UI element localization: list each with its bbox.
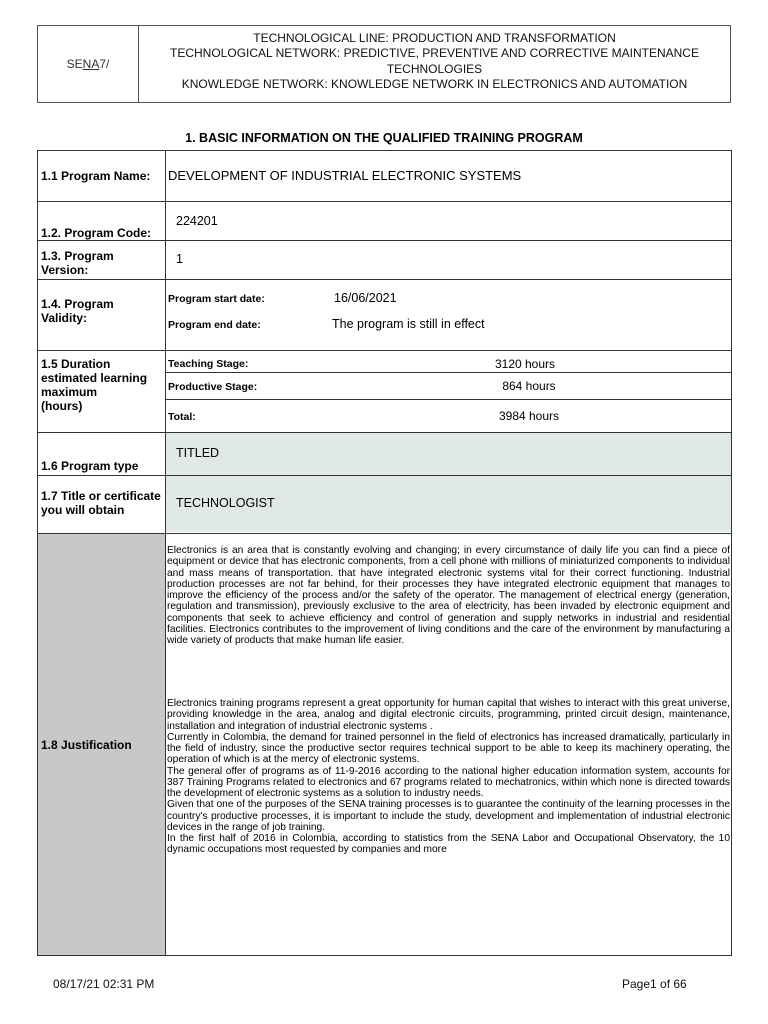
title-obtained-label-line-2: you will obtain [41,503,125,517]
header-line-technological-line: TECHNOLOGICAL LINE: PRODUCTION AND TRANSFORMATION [253,31,616,45]
table-column-divider [165,150,166,956]
program-version-label-line-1: 1.3. Program [41,249,114,263]
row-divider [37,279,732,280]
total-value: 3984 hours [498,409,560,423]
subrow-divider [165,372,732,373]
total-label: Total: [168,411,196,423]
row-divider [37,201,732,202]
justification-paragraph-2-text: Electronics training programs represent a great opportunity for human capital that wishes to interact with this great universe, providing knowledge in the area, analog and digital electronic circuits, programming, printed circuit design, maintenance, installation and integration of industrial electronic systems . [167,698,730,732]
title-obtained-value: TECHNOLOGIST [176,496,275,510]
productive-stage-value: 864 hours [502,379,556,393]
productive-stage-label: Productive Stage: [168,381,258,393]
justification-label: 1.8 Justification [41,738,132,752]
justification-paragraph-5-text: Given that one of the purposes of the SENA training processes is to guarantee the continuity of the learning processes in the country's productive processes, it is important to include the study, development and implementation of industrial electronic devices in the range of job training. [167,799,730,833]
row-divider [37,350,732,351]
program-code-label: 1.2. Program Code: [41,226,152,240]
program-code-value: 224201 [176,214,218,228]
program-start-value: 16/06/2021 [334,291,397,305]
program-version-value: 1 [176,252,183,266]
footer-timestamp: 08/17/21 02:31 PM [53,977,155,991]
justification-paragraph-6-text: In the first half of 2016 in Colombia, according to statistics from the SENA Labor and Occupational Observatory, the 10 dynamic occupations most requested by companies and more [167,833,730,856]
justification-paragraph-4-text: The general offer of programs as of 11-9-2016 according to the national higher education information system, accounts for 387 Training Programs related to electronics and 67 programs related to mechatronics, within which none is directed towards the development of electronic systems as a solution to industry needs. [167,765,730,799]
teaching-stage-label: Teaching Stage: [168,358,249,370]
document-code [38,26,139,102]
header-line-technological-network: TECHNOLOGICAL NETWORK: PREDICTIVE, PREVENTIVE AND CORRECTIVE MAINTENANCE [170,46,699,61]
row-divider [37,533,732,534]
title-obtained-label [41,489,161,517]
justification-paragraph-2 [167,698,730,856]
subrow-divider [165,399,732,400]
header-lines [139,31,730,93]
program-validity-label [41,297,114,325]
document-code-underlined: NA [82,57,100,71]
header-line-technologies: TECHNOLOGIES [386,61,483,76]
justification-paragraph-1: Electronics is an area that is constantly evolving and changing; in every circumstance of daily life you can find a piece of equipment or device that has electronic components, from a cell phone with millions of miniaturized components to individual and mass means of transportation. that have integrated electronic systems vital for their correct functioning. Industrial production processes are not far behind, for their processes they have integrated electronic equipment that manages to improve the efficiency of the process and/or the safety of the operator. The management of electrical energy (generation, regulation and transmission), previously exclusive to the area of electricity, has been invaded by electronic equipment and components that seek to achieve efficiency and control of generation and supply networks in industrial and residential facilities. Electronics contributes to the improvement of living conditions and the care of the environment by manufacturing a wide variety of products that make human life easier. [167,545,730,646]
program-version-label [41,249,114,277]
duration-label-line-4: (hours) [41,399,83,413]
program-name-value: DEVELOPMENT OF INDUSTRIAL ELECTRONIC SYSTEMS [168,168,522,183]
header-line-knowledge-network: KNOWLEDGE NETWORK: KNOWLEDGE NETWORK IN ELECTRONICS AND AUTOMATION [181,77,688,92]
footer-page-number: Page1 of 66 [622,977,687,991]
section-title: 1. BASIC INFORMATION ON THE QUALIFIED TRAINING PROGRAM [185,131,583,145]
document-code-suffix: 7/ [99,57,110,71]
program-version-label-line-2: Version: [41,263,89,277]
document-code-prefix: SE [66,57,83,71]
program-start-label: Program start date: [168,293,265,305]
program-name-label: 1.1 Program Name: [41,169,151,183]
duration-label-line-1: 1.5 Duration [41,357,111,371]
duration-label-line-2: estimated learning [41,371,148,385]
row-divider [37,240,732,241]
program-validity-label-line-1: 1.4. Program [41,297,114,311]
program-validity-label-line-2: Validity: [41,311,88,325]
row-divider [37,432,732,433]
row-divider [37,475,732,476]
teaching-stage-value: 3120 hours [494,357,556,371]
program-type-value: TITLED [176,446,220,460]
justification-paragraph-3-text: Currently in Colombia, the demand for trained personnel in the field of electronics has increased dramatically, particularly in the field of industry, since the productive sector requires technical support to be able to keep its machinery operating, the operation of which is at the mercy of electronic systems. [167,731,730,766]
title-obtained-label-line-1: 1.7 Title or certificate [41,489,161,503]
duration-label [41,357,147,413]
program-end-label: Program end date: [168,319,261,331]
program-end-value: The program is still in effect [332,317,485,331]
duration-label-line-3: maximum [41,385,98,399]
document-header [37,25,731,103]
program-type-label: 1.6 Program type [41,459,139,473]
